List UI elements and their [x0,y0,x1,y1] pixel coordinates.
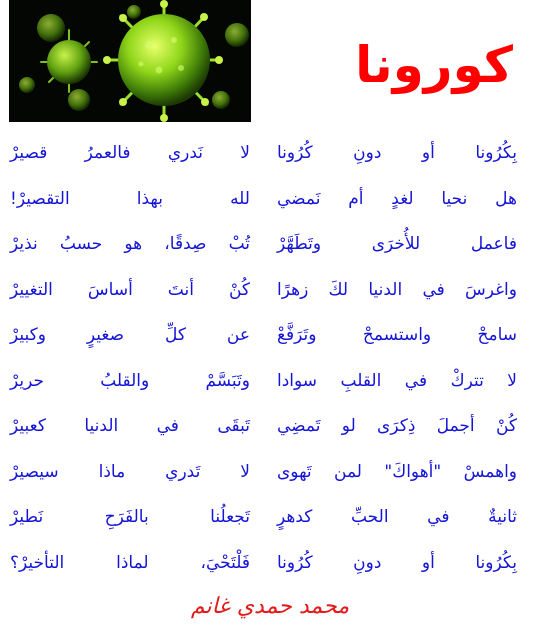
poem-line [0,409,535,455]
author-signature: محمد حمدي غانم [190,594,350,619]
poem-line [0,182,535,228]
poem-line-first-half: لا تتركْ في القلبِ سوادا [277,370,517,391]
poem-line [0,546,535,592]
poem-line [0,273,535,319]
poem-line-second-half: كُنْ أنتَ أساسَ التغييرْ [10,279,250,300]
poem-line-first-half: بِكُرُونا أو دونِ كُرُونا [277,143,517,163]
page-title: كورونا [355,36,513,94]
poem-line-second-half: تَجعلُنا بالفَرَحِ نَطيرْ [10,507,250,527]
poem-line-second-half: تَبقَى في الدنيا كعبيرْ [10,416,250,436]
poem-line [0,455,535,501]
poem-line-second-half: عن كلِّ صغيرٍ وكبيرْ [10,325,250,345]
poem-line-second-half: تُبْ صِدقًا، هو حسبُ نذيرْ [10,234,250,254]
poem-line-first-half: واغرسَ في الدنيا لكَ زهرًا [277,279,517,300]
poem-line-first-half: سامحْ واستسمحْ وتَرَفَّعْ [277,325,517,345]
poem-line-second-half: لا تَدري ماذا سيصيرْ [10,461,250,482]
poem-line-second-half: لا نَدري فالعمرُ قصيرْ [10,143,250,163]
coronavirus-illustration [9,0,251,122]
poem-line [0,364,535,410]
poem-line [0,136,535,182]
poem-line [0,227,535,273]
coronavirus-image [9,0,251,122]
poem-line [0,500,535,546]
poem-line-second-half: وتَبَسَّمْ والقلبُ حريرْ [10,370,250,391]
poem-line-first-half: واهمسْ "أهواكَ" لمن تَهوى [277,461,517,482]
poem-line-first-half: هل نحيا لغدٍ أم نَمضي [277,188,517,209]
poem [0,136,535,591]
poem-line-second-half: لله بهذا التقصيرْ! [10,188,250,209]
poem-line-second-half: فَلْتَحْيَ، لماذا التأخيرْ؟ [10,552,250,573]
poem-line-first-half: فاعمل للأُخرَى وتَطَهَّرْ [277,234,517,254]
poem-line-first-half: ثانيةٌ في الحبِّ كدهرٍ [277,507,517,527]
poem-line-first-half: بِكُرُونا أو دونِ كُرُونا [277,552,517,573]
poem-line [0,318,535,364]
poem-line-first-half: كُنْ أجملَ ذِكرَى لو تَمضِي [277,416,517,436]
